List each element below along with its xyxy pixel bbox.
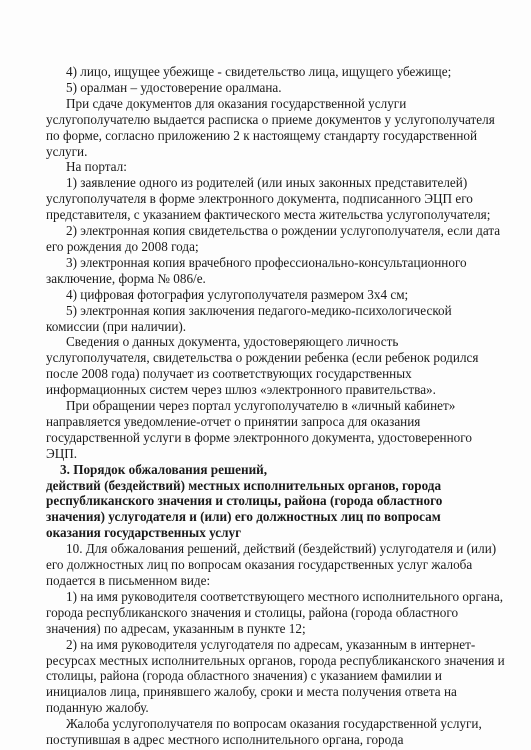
section-heading (46, 462, 485, 542)
paragraph-block-appeal (46, 541, 505, 748)
text-line: ЭЦП. (46, 445, 78, 461)
text-line: услугополучателя, свидетельства о рождении ребенка (если ребенок родился (46, 350, 479, 366)
text-line: 4) цифровая фотография услугополучателя размером 3х4 см; (66, 286, 409, 302)
paragraph-block-documents (46, 64, 501, 462)
heading-line: значения) услугодателя и (или) его должностных лиц по вопросам (46, 509, 441, 525)
heading-line: республиканского значения и столицы, района (города областного (46, 493, 443, 509)
heading-line: оказания государственных услуг (46, 525, 242, 541)
heading-line: 3. Порядок обжалования решений, (60, 461, 268, 477)
text-line: по форме, согласно приложению 2 к настоящему стандарту государственной (46, 127, 478, 143)
heading-line: действий (бездействий) местных исполнительных органов, города (46, 477, 442, 493)
text-line: поступившая в адрес местного исполнительного органа, города (46, 732, 404, 748)
text-line: 5) оралман – удостоверение оралмана. (66, 79, 282, 95)
text-line: города республиканского значения и столицы, района (города областного (46, 604, 459, 620)
text-line: услугополучателя в форме электронного документа, подписанного ЭЦП его (46, 191, 473, 207)
text-line: государственной услуги в форме электронного документа, удостоверенного (46, 429, 472, 445)
text-line: услугополучателю выдается расписка о приеме документов у услугополучателя (46, 111, 495, 127)
text-line: поданную жалобу. (46, 700, 149, 716)
text-line: его рождения до 2008 года; (46, 238, 199, 254)
text-line: При обращении через портал услугополучателю в «личный кабинет» (66, 398, 456, 414)
text-line: после 2008 года) получает из соответствующих государственных (46, 366, 412, 382)
text-line: 5) электронная копия заключения педагого-медико-психологической (66, 302, 452, 318)
text-line: его должностных лиц по вопросам оказания государственных услуг жалоба (46, 557, 473, 573)
text-line: Жалоба услугополучателя по вопросам оказания государственной услуги, (66, 716, 482, 732)
text-line: 4) лицо, ищущее убежище - свидетельство лица, ищущего убежище; (66, 64, 452, 79)
text-line: 1) заявление одного из родителей (или иных законных представителей) (66, 175, 468, 191)
text-line: 10. Для обжалования решений, действий (бездействий) услугодателя и (или) (66, 541, 497, 557)
text-line: комиссии (при наличии). (46, 318, 187, 334)
text-line: Сведения о данных документа, удостоверяющего личность (66, 334, 399, 350)
text-line: представителя, с указанием фактического места жительства услугополучателя; (46, 207, 491, 223)
text-line: инициалов лица, принявшего жалобу, сроки и места получения ответа на (46, 684, 457, 700)
text-line: информационных систем через шлюз «электронного правительства». (46, 382, 436, 398)
text-line: 2) электронная копия свидетельства о рождении услугополучателя, если дата (66, 223, 501, 239)
text-line: столицы, района (города областного значения) с указанием фамилии и (46, 668, 442, 684)
text-line: 3) электронная копия врачебного профессионально-консультационного (66, 254, 467, 270)
text-line: ресурсах местных исполнительных органов, города республиканского значения и (46, 652, 505, 668)
text-line: 2) на имя руководителя услугодателя по адресам, указанным в интернет- (66, 636, 476, 652)
text-line: подается в письменном виде: (46, 573, 211, 588)
text-line: На портал: (66, 159, 127, 175)
text-line: значения) по адресам, указанным в пункте 12; (46, 620, 306, 636)
text-line: направляется уведомление-отчет о принятии запроса для оказания (46, 413, 421, 429)
text-line: При сдаче документов для оказания государственной услуги (66, 95, 407, 111)
text-line: заключение, форма № 086/е. (46, 270, 206, 286)
text-line: 1) на имя руководителя соответствующего местного исполнительного органа, (66, 588, 503, 604)
text-line: услуги. (46, 143, 88, 159)
